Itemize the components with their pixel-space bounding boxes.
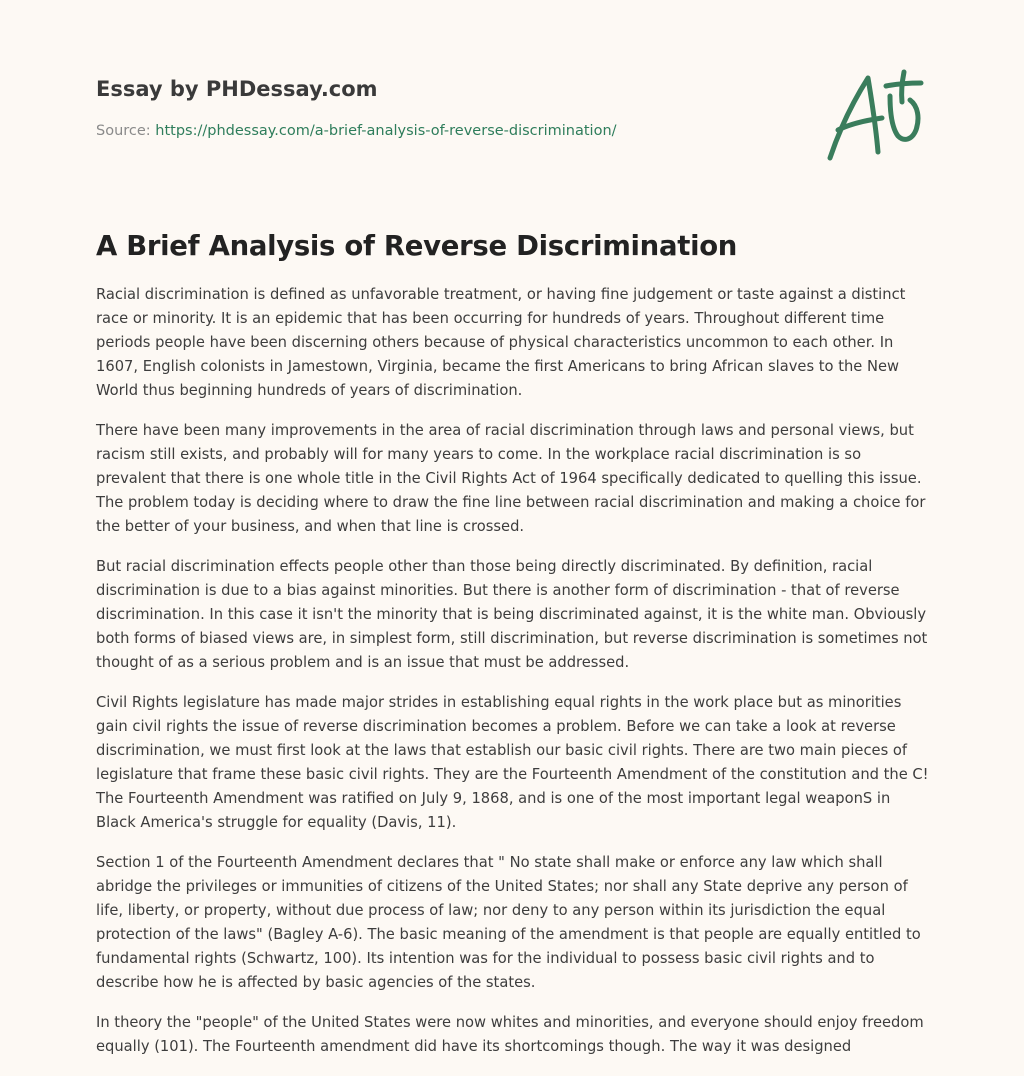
text-line: describe how he is affected by basic agencies of the states.	[96, 974, 536, 991]
text-line: thought of as a serious problem and is an issue that must be addressed.	[96, 654, 630, 671]
text-line: periods people have been discerning others because of physical characteristics uncommon to each other. In	[96, 334, 894, 351]
text-line: fundamental rights (Schwartz, 100). Its intention was for the individual to possess basic civil rights and to	[96, 950, 875, 967]
paragraph	[96, 851, 932, 995]
text-line: Civil Rights legislature has made major strides in establishing equal rights in the work place but as minorities	[96, 694, 902, 711]
text-line: But racial discrimination effects people other than those being directly discriminated. By definition, racial	[96, 558, 873, 575]
site-brand: Essay by PHDessay.com	[96, 77, 378, 101]
text-line: both forms of biased views are, in simplest form, still discrimination, but reverse discrimination is sometimes not	[96, 630, 928, 647]
source-line	[96, 123, 617, 139]
text-line: equally (101). The Fourteenth amendment did have its shortcomings though. The way it was designed	[96, 1038, 852, 1055]
essay-title: A Brief Analysis of Reverse Discrimination	[96, 230, 738, 262]
text-line: gain civil rights the issue of reverse discrimination becomes a problem. Before we can take a look at reverse	[96, 718, 896, 735]
text-line: discrimination, we must first look at the laws that establish our basic civil rights. There are two main pieces of	[96, 742, 908, 759]
essay-article	[96, 226, 932, 1075]
paragraph	[96, 419, 932, 539]
text-line: racism still exists, and probably will for many years to come. In the workplace racial discrimination is so	[96, 446, 862, 463]
text-line: Black America's struggle for equality (Davis, 11).	[96, 814, 457, 831]
essay-header	[96, 74, 796, 139]
text-line: life, liberty, or property, without due process of law; nor deny to any person within its jurisdiction the equal	[96, 902, 886, 919]
text-line: Section 1 of the Fourteenth Amendment declares that " No state shall make or enforce any law which shall	[96, 854, 883, 871]
paragraph	[96, 1011, 932, 1059]
text-line: The problem today is deciding where to draw the fine line between racial discrimination and making a choice for	[96, 494, 926, 511]
text-line: 1607, English colonists in Jamestown, Virginia, became the first Americans to bring African slaves to the New	[96, 358, 900, 375]
source-label: Source:	[96, 123, 156, 139]
paragraph	[96, 555, 932, 675]
text-line: There have been many improvements in the area of racial discrimination through laws and personal views, but	[96, 422, 914, 439]
text-line: Racial discrimination is defined as unfavorable treatment, or having fine judgement or taste against a distinct	[96, 286, 906, 303]
text-line: abridge the privileges or immunities of citizens of the United States; nor shall any State deprive any person of	[96, 878, 908, 895]
source-link[interactable]: https://phdessay.com/a-brief-analysis-of-reverse-discrimination/	[155, 123, 617, 139]
text-line: legislature that frame these basic civil rights. They are the Fourteenth Amendment of the constitution and the C!	[96, 766, 929, 783]
a-plus-grade-icon	[820, 66, 930, 166]
text-line: discrimination is due to a bias against minorities. But there is another form of discrimination - that of reverse	[96, 582, 900, 599]
text-line: In theory the "people" of the United States were now whites and minorities, and everyone should enjoy freedom	[96, 1014, 924, 1031]
text-line: the better of your business, and when that line is crossed.	[96, 518, 525, 535]
text-line: prevalent that there is one whole title in the Civil Rights Act of 1964 specifically dedicated to quelling this issue.	[96, 470, 922, 487]
paragraph	[96, 691, 932, 835]
text-line: race or minority. It is an epidemic that has been occurring for hundreds of years. Throughout different time	[96, 310, 885, 327]
text-line: World thus beginning hundreds of years of discrimination.	[96, 382, 523, 399]
text-line: protection of the laws" (Bagley A-6). The basic meaning of the amendment is that people are equally entitled to	[96, 926, 921, 943]
text-line: discrimination. In this case it isn't the minority that is being discriminated against, it is the white man. Obviously	[96, 606, 927, 623]
text-line: The Fourteenth Amendment was ratified on July 9, 1868, and is one of the most important legal weaponS in	[96, 790, 891, 807]
paragraph	[96, 283, 932, 403]
